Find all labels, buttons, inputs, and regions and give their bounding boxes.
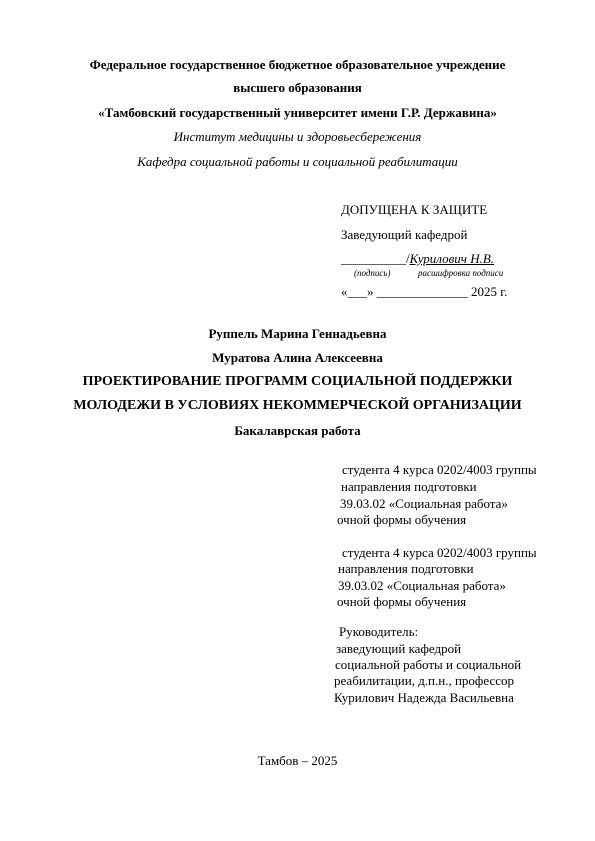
student1-line3: 39.03.02 «Социальная работа» — [340, 496, 508, 511]
supervisor-department: социальной работы и социальной — [335, 657, 522, 672]
student1-line1: студента 4 курса 0202/4003 группы — [342, 462, 537, 477]
signature-name: Курилович Н.В. — [409, 251, 495, 266]
header-line1: Федеральное государственное бюджетное образовательное учреждение — [89, 57, 506, 72]
student2-line2: направления подготовки — [338, 561, 474, 576]
approval-position: Заведующий кафедрой — [341, 227, 468, 242]
student2-line4: очной формы обучения — [337, 594, 467, 609]
decode-label: расшифровка подписи — [418, 268, 504, 278]
header-department: Кафедра социальной работы и социальной реабилитации — [137, 154, 458, 169]
approval-title: ДОПУЩЕНА К ЗАЩИТЕ — [341, 202, 488, 217]
supervisor-label: Руководитель: — [339, 624, 419, 639]
supervisor-position: заведующий кафедрой — [336, 641, 462, 656]
header-line2: высшего образования — [233, 80, 362, 95]
thesis-title-line1: ПРОЕКТИРОВАНИЕ ПРОГРАММ СОЦИАЛЬНОЙ ПОДДЕРЖКИ — [82, 374, 513, 389]
approval-signature-line — [341, 251, 494, 267]
student1-line4: очной формы обучения — [337, 512, 467, 527]
city-year: Тамбов – 2025 — [257, 753, 338, 768]
thesis-type: Бакалаврская работа — [234, 423, 361, 438]
approval-date: «___» ______________ 2025 г. — [341, 284, 508, 299]
header-institute: Институт медицины и здоровьесбережения — [173, 129, 422, 144]
student2-line3: 39.03.02 «Социальная работа» — [338, 578, 506, 593]
signature-label: (подпись) — [354, 268, 391, 278]
author-2: Муратова Алина Алексеевна — [212, 350, 383, 365]
author-1: Руппель Марина Геннадьевна — [208, 326, 387, 341]
student2-line1: студента 4 курса 0202/4003 группы — [342, 545, 537, 560]
signature-slash: / — [406, 251, 410, 266]
header-university: «Тамбовский государственный университет имени Г.Р. Державина» — [98, 105, 497, 120]
signature-blank: __________ — [341, 251, 406, 266]
student1-line2: направления подготовки — [341, 479, 477, 494]
supervisor-degree: реабилитации, д.п.н., профессор — [334, 673, 514, 688]
thesis-title-line2: МОЛОДЕЖИ В УСЛОВИЯХ НЕКОММЕРЧЕСКОЙ ОРГАНИЗАЦИИ — [73, 398, 522, 413]
supervisor-name: Курилович Надежда Васильевна — [334, 690, 514, 705]
